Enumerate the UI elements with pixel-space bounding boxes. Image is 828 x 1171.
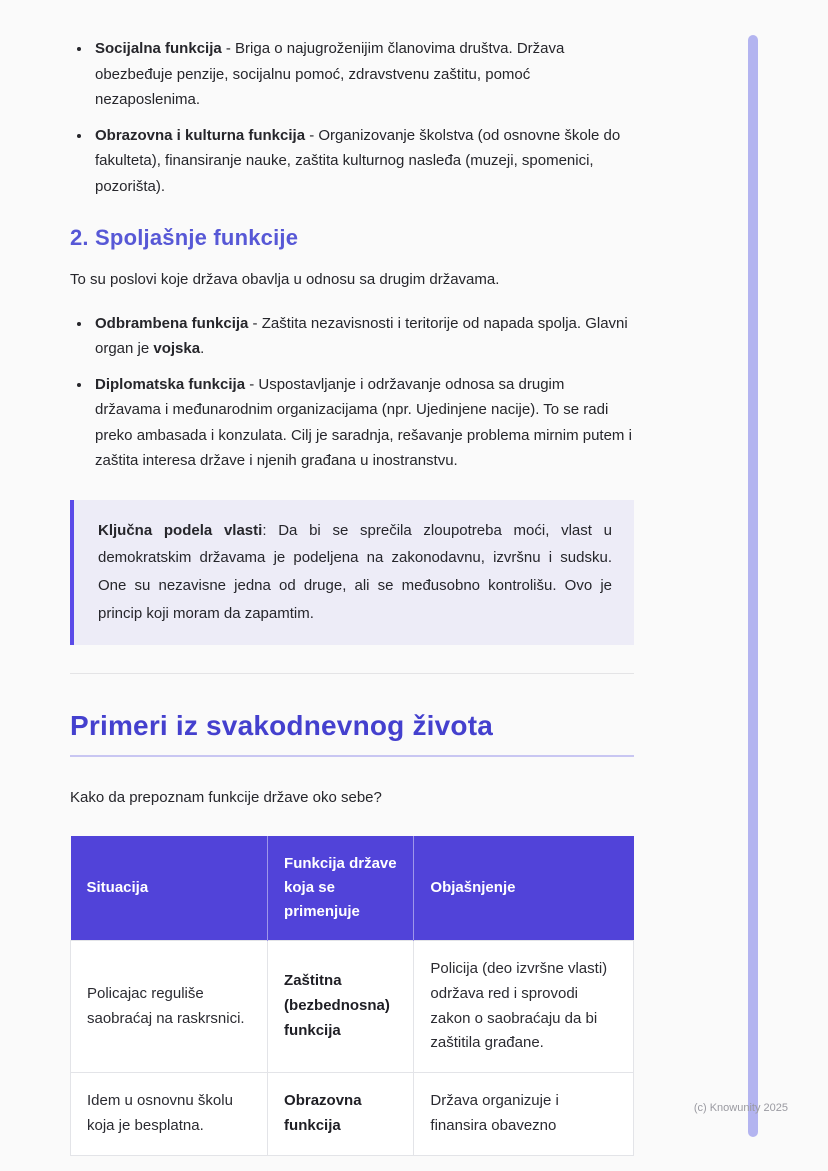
cell-situacija: Idem u osnovnu školu koja je besplatna. [71,1073,268,1156]
bullet-text: - Briga o najugroženijim članovima društva. Država obezbeđuje penzije, socijalnu pomoć, zdravstvenu zaštitu, pomoć nezaposlenima. [95,40,565,108]
bullet-tail: . [200,340,205,357]
page-title-primeri: Primeri iz svakodnevnog života [70,710,634,757]
examples-table [70,836,634,1156]
bullet-lead: Odbrambena funkcija [95,314,249,332]
bullet-lead: Obrazovna i kulturna funkcija [95,126,306,144]
table-row [71,1073,634,1156]
callout-text [98,517,612,628]
watermark: (c) Knowunity 2025 [693,1102,788,1114]
list-item-obrazovna-kulturna-funkcija [92,123,634,200]
bullet-text: - Organizovanje školstva (od osnovne škole do fakulteta), finansiranje nauke, zaštita kulturnog nasleđa (muzeji, spomenici, pozorišta). [95,126,621,195]
callout-body: : Da bi se sprečila zloupotreba moći, vlast u demokratskim državama je podeljena na zakonodavnu, izvršnu i sudsku. One su nezavisne jedna od druge, ali se međusobno kontrolišu. Ovo je princip koji moram da zapamtim. [98,521,612,622]
callout-lead: Ključna podela vlasti [98,521,263,539]
column-header-situacija: Situacija [71,836,268,941]
section-intro: To su poslovi koje država obavlja u odnosu sa drugim državama. [70,271,500,288]
bullet-lead: Diplomatska funkcija [95,375,246,393]
list-item-odbrambena-funkcija [92,311,634,362]
section-heading-spoljasnje-funkcije: 2. Spoljašnje funkcije [70,225,299,250]
scrollbar-thumb[interactable] [748,35,758,1137]
internal-functions-list [70,36,634,199]
external-functions-list [70,311,634,474]
cell-objasnjenje: Policija (deo izvršne vlasti) održava red i sprovodi zakon o saobraćaju da bi zaštitila građane. [414,941,634,1073]
column-header-objasnjenje: Objašnjenje [414,836,634,941]
section-divider [70,673,634,674]
column-header-funkcija: Funkcija države koja se primenjuje [268,836,414,941]
list-item-diplomatska-funkcija [92,372,634,474]
key-note-callout [70,500,634,645]
table-header-row [71,836,634,941]
cell-situacija: Policajac reguliše saobraćaj na raskrsnici. [71,941,268,1073]
table-header [71,836,634,941]
bullet-lead: Socijalna funkcija [95,40,222,57]
cell-funkcija: Zaštitna (bezbednosna) funkcija [268,941,414,1073]
cell-objasnjenje: Država organizuje i finansira obavezno [414,1073,634,1156]
document-content [70,0,634,1156]
bullet-text: - Uspostavljanje i održavanje odnosa sa drugim državama i međunarodnim organizacijama (npr. Ujedinjene nacije). To se radi preko ambasada i konzulata. Cilj je saradnja, rešavanje problema mirnim putem i zaštita interesa države i njenih građana u inostranstvu. [95,375,632,469]
examples-intro: Kako da prepoznam funkcije države oko sebe? [70,788,382,806]
cell-funkcija: Obrazovna funkcija [268,1073,414,1156]
bullet-text: - Zaštita nezavisnosti i teritorije od napada spolja. Glavni organ je [95,314,628,357]
bullet-bold-term: vojska [153,340,201,357]
list-item-socijalna-funkcija [92,36,634,113]
table-row [71,941,634,1073]
